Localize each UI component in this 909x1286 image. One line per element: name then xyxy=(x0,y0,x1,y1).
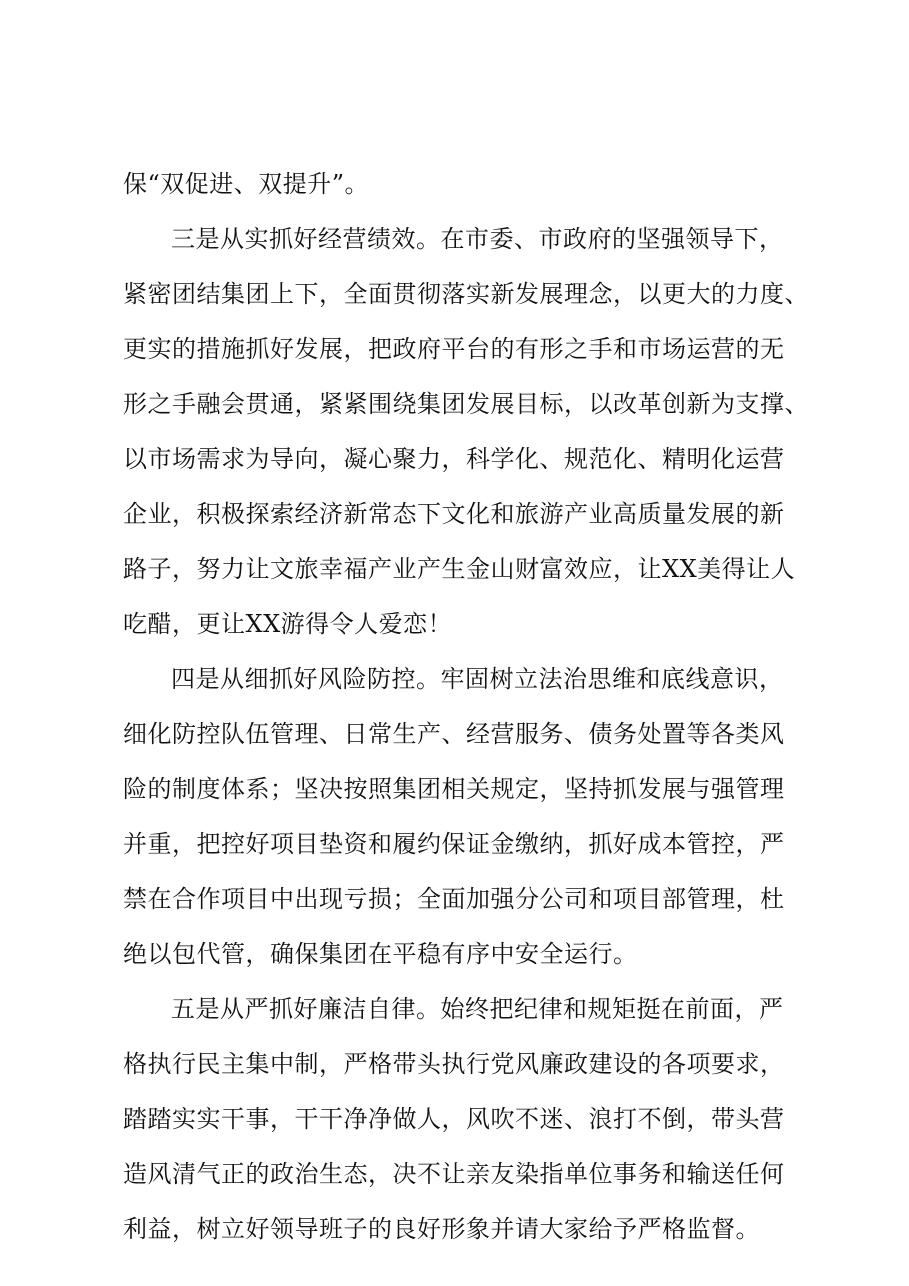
text-line: 细化防控队伍管理、日常生产、经营服务、债务处置等各类风 xyxy=(123,720,785,748)
text-line: 踏踏实实干事，干干净净做人，风吹不迷、浪打不倒，带头营 xyxy=(123,1105,785,1133)
paragraph-first-line: 五是从严抓好廉洁自律。始终把纪律和规矩挺在前面，严 xyxy=(171,995,784,1023)
text-line: 造风清气正的政治生态，决不让亲友染指单位事务和输送任何 xyxy=(123,1160,785,1188)
text-line: 更实的措施抓好发展，把政府平台的有形之手和市场运营的无 xyxy=(123,335,785,363)
paragraph-first-line: 三是从实抓好经营绩效。在市委、市政府的坚强领导下， xyxy=(171,225,784,253)
text-line: 以市场需求为导向，凝心聚力，科学化、规范化、精明化运营 xyxy=(123,445,785,473)
text-line: 利益，树立好领导班子的良好形象并请大家给予严格监督。 xyxy=(123,1215,760,1243)
text-line: 吃醋，更让XX游得令人爱恋！ xyxy=(123,610,453,638)
text-line: 企业，积极探索经济新常态下文化和旅游产业高质量发展的新 xyxy=(123,500,785,528)
paragraph-first-line: 四是从细抓好风险防控。牢固树立法治思维和底线意识， xyxy=(171,665,784,693)
text-line: 形之手融会贯通，紧紧围绕集团发展目标，以改革创新为支撑、 xyxy=(123,390,809,418)
text-line: 紧密团结集团上下，全面贯彻落实新发展理念，以更大的力度、 xyxy=(123,280,809,308)
text-line: 险的制度体系；坚决按照集团相关规定，坚持抓发展与强管理 xyxy=(123,775,785,803)
text-line: 路子，努力让文旅幸福产业产生金山财富效应，让XX美得让人 xyxy=(123,555,796,583)
text-line: 格执行民主集中制，严格带头执行党风廉政建设的各项要求， xyxy=(123,1050,785,1078)
text-line: 保“双促进、双提升”。 xyxy=(123,170,370,198)
text-line: 并重，把控好项目垫资和履约保证金缴纳，抓好成本管控，严 xyxy=(123,830,785,858)
text-line: 禁在合作项目中出现亏损；全面加强分公司和项目部管理，杜 xyxy=(123,885,785,913)
text-line: 绝以包代管，确保集团在平稳有序中安全运行。 xyxy=(123,940,638,968)
